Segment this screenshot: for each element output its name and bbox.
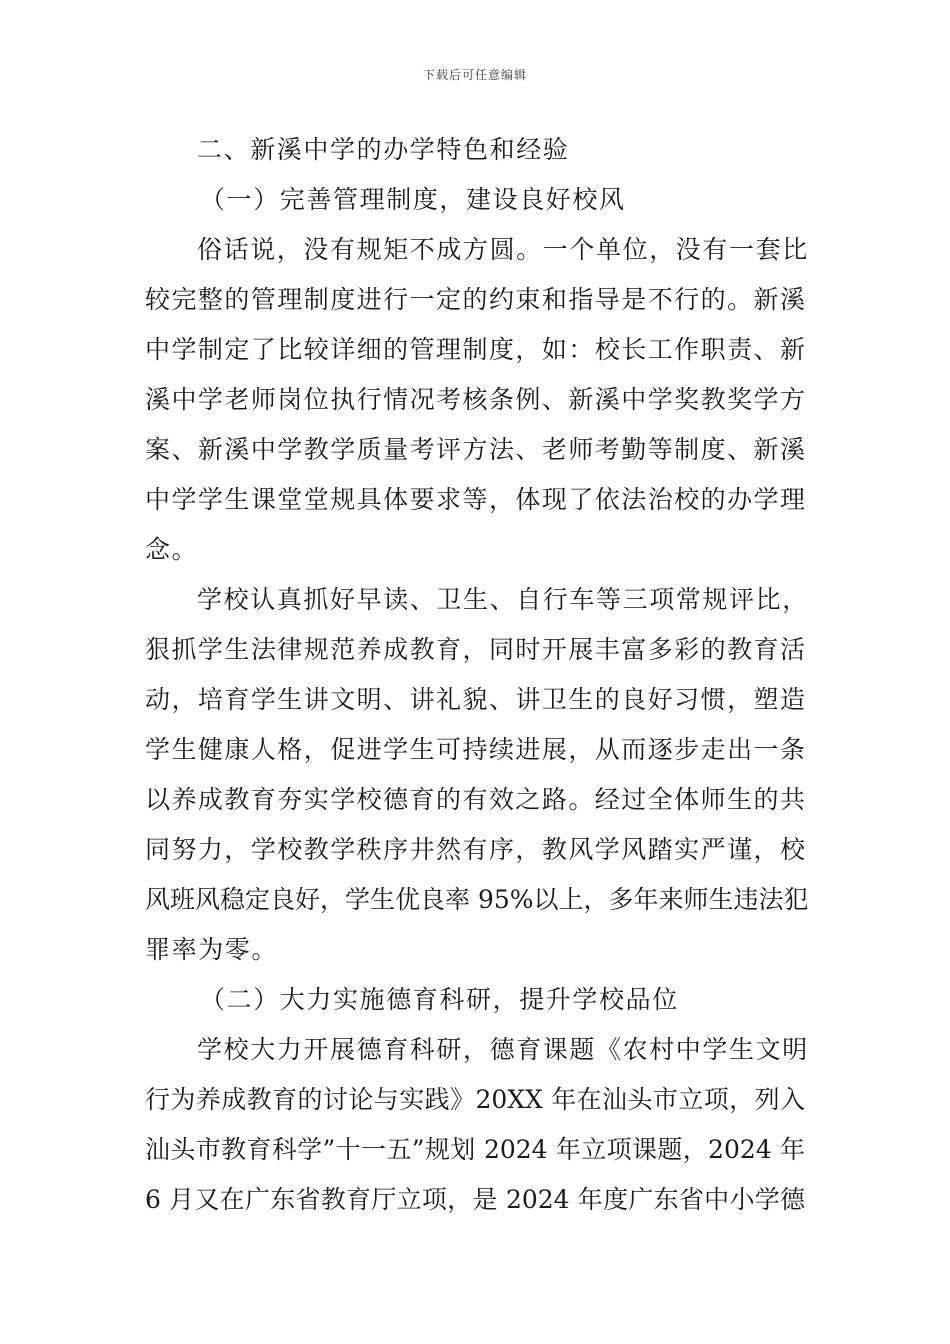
paragraph-2-line: 狠抓学生法律规范养成教育，同时开展丰富多彩的教育活 [145, 635, 805, 664]
paragraph-3-line: 行为养成教育的讨论与实践》20XX 年在汕头市立项，列入 [145, 1085, 805, 1114]
paragraph-2-line: 学生健康人格，促进学生可持续进展，从而逐步走出一条 [145, 735, 805, 764]
paragraph-2-line: 以养成教育夯实学校德育的有效之路。经过全体师生的共 [145, 785, 805, 814]
paragraph-1-line: 溪中学老师岗位执行情况考核条例、新溪中学奖教奖学方 [145, 385, 805, 414]
paragraph-1-line: 较完整的管理制度进行一定的约束和指导是不行的。新溪 [145, 285, 805, 314]
paragraph-1-line: 俗话说，没有规矩不成方圆。一个单位，没有一套比 [197, 235, 809, 264]
paragraph-1-line: 中学制定了比较详细的管理制度，如：校长工作职责、新 [145, 335, 805, 364]
paragraph-3-line: 6 月又在广东省教育厅立项，是 2024 年度广东省中小学德 [145, 1185, 805, 1214]
paragraph-2-line: 动，培育学生讲文明、讲礼貌、讲卫生的良好习惯，塑造 [145, 685, 805, 714]
header-note: 下载后可任意编辑 [422, 68, 527, 82]
paragraph-1-line: 案、新溪中学教学质量考评方法、老师考勤等制度、新溪 [145, 435, 805, 464]
subsection-title-2: （二）大力实施德育科研，提升学校品位 [200, 985, 679, 1014]
paragraph-3-line: 学校大力开展德育科研，德育课题《农村中学生文明 [197, 1035, 809, 1064]
paragraph-1-line: 中学学生课堂堂规具体要求等，体现了依法治校的办学理 [145, 485, 805, 514]
paragraph-2-line: 学校认真抓好早读、卫生、自行车等三项常规评比， [197, 585, 809, 614]
section-title: 二、新溪中学的办学特色和经验 [197, 135, 570, 164]
paragraph-2-line: 风班风稳定良好，学生优良率 95%以上，多年来师生违法犯 [145, 885, 809, 914]
paragraph-2-line: 同努力，学校教学秩序井然有序，教风学风踏实严谨，校 [145, 835, 805, 864]
paragraph-2-line: 罪率为零。 [145, 935, 279, 964]
subsection-title-1: （一）完善管理制度，建设良好校风 [200, 185, 626, 214]
paragraph-1-line: 念。 [145, 535, 199, 564]
paragraph-3-line: 汕头市教育科学”十一五”规划 2024 年立项课题，2024 年 [145, 1135, 805, 1164]
